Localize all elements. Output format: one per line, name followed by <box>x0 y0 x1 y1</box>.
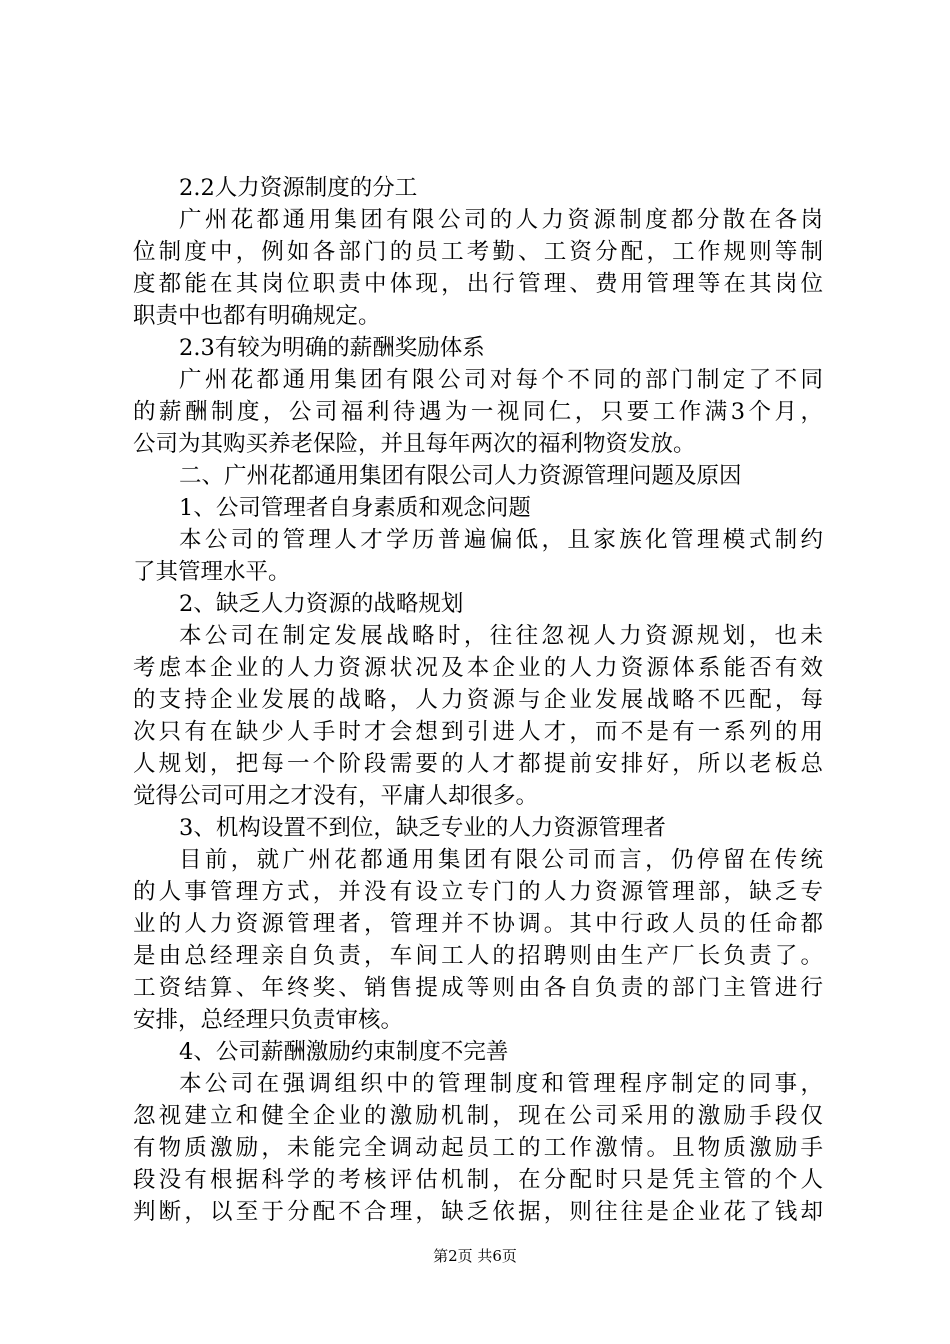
text-line: 工资结算、年终奖、销售提成等则由各自负责的部门主管进行 <box>133 975 823 1001</box>
text-line: 是由总经理亲自负责，车间工人的招聘则由生产厂长负责了。 <box>133 943 823 969</box>
text-line: 的薪酬制度，公司福利待遇为一视同仁，只要工作满3个月， <box>133 399 823 425</box>
text-line: 位制度中，例如各部门的员工考勤、工资分配，工作规则等制 <box>133 239 823 265</box>
text-line: 本公司的管理人才学历普遍偏低，且家族化管理模式制约 <box>179 527 823 553</box>
text-line: 广州花都通用集团有限公司对每个不同的部门制定了不同 <box>179 367 823 393</box>
page-footer: 第2页 共6页 <box>433 1247 517 1265</box>
text-line: 考虑本企业的人力资源状况及本企业的人力资源体系能否有效 <box>133 655 823 681</box>
text-line: 3、机构设置不到位，缺乏专业的人力资源管理者 <box>179 815 666 841</box>
text-line: 本公司在制定发展战略时，往往忽视人力资源规划，也未 <box>179 623 823 649</box>
text-line: 公司为其购买养老保险，并且每年两次的福利物资发放。 <box>133 431 696 457</box>
text-line: 的人事管理方式，并没有设立专门的人力资源管理部，缺乏专 <box>133 879 823 905</box>
text-line: 二、广州花都通用集团有限公司人力资源管理问题及原因 <box>179 463 742 489</box>
text-line: 人规划，把每一个阶段需要的人才都提前安排好，所以老板总 <box>133 751 823 777</box>
text-line: 2.3有较为明确的薪酬奖励体系 <box>179 335 485 361</box>
text-line: 4、公司薪酬激励约束制度不完善 <box>179 1039 509 1065</box>
text-line: 度都能在其岗位职责中体现，出行管理、费用管理等在其岗位 <box>133 271 823 297</box>
text-line: 2、缺乏人力资源的战略规划 <box>179 591 464 617</box>
text-line: 广州花都通用集团有限公司的人力资源制度都分散在各岗 <box>179 207 823 233</box>
text-line: 忽视建立和健全企业的激励机制，现在公司采用的激励手段仅 <box>133 1103 823 1129</box>
text-line: 了其管理水平。 <box>133 559 291 585</box>
text-line: 安排，总经理只负责审核。 <box>133 1007 404 1033</box>
text-line: 1、公司管理者自身素质和观念问题 <box>179 495 531 521</box>
document-body <box>133 172 823 1228</box>
text-line: 段没有根据科学的考核评估机制，在分配时只是凭主管的个人 <box>133 1167 823 1193</box>
text-line: 2.2人力资源制度的分工 <box>179 175 418 201</box>
text-line: 觉得公司可用之才没有，平庸人却很多。 <box>133 783 539 809</box>
text-line: 目前，就广州花都通用集团有限公司而言，仍停留在传统 <box>179 847 823 873</box>
text-line: 次只有在缺少人手时才会想到引进人才，而不是有一系列的用 <box>133 719 823 745</box>
text-line: 业的人力资源管理者，管理并不协调。其中行政人员的任命都 <box>133 911 823 937</box>
text-line: 判断，以至于分配不合理，缺乏依据，则往往是企业花了钱却 <box>133 1199 823 1225</box>
text-line: 职责中也都有明确规定。 <box>133 303 381 329</box>
text-line: 本公司在强调组织中的管理制度和管理程序制定的同事， <box>179 1071 823 1097</box>
text-line: 的支持企业发展的战略，人力资源与企业发展战略不匹配，每 <box>133 687 823 713</box>
text-line: 有物质激励，未能完全调动起员工的工作激情。且物质激励手 <box>133 1135 823 1161</box>
